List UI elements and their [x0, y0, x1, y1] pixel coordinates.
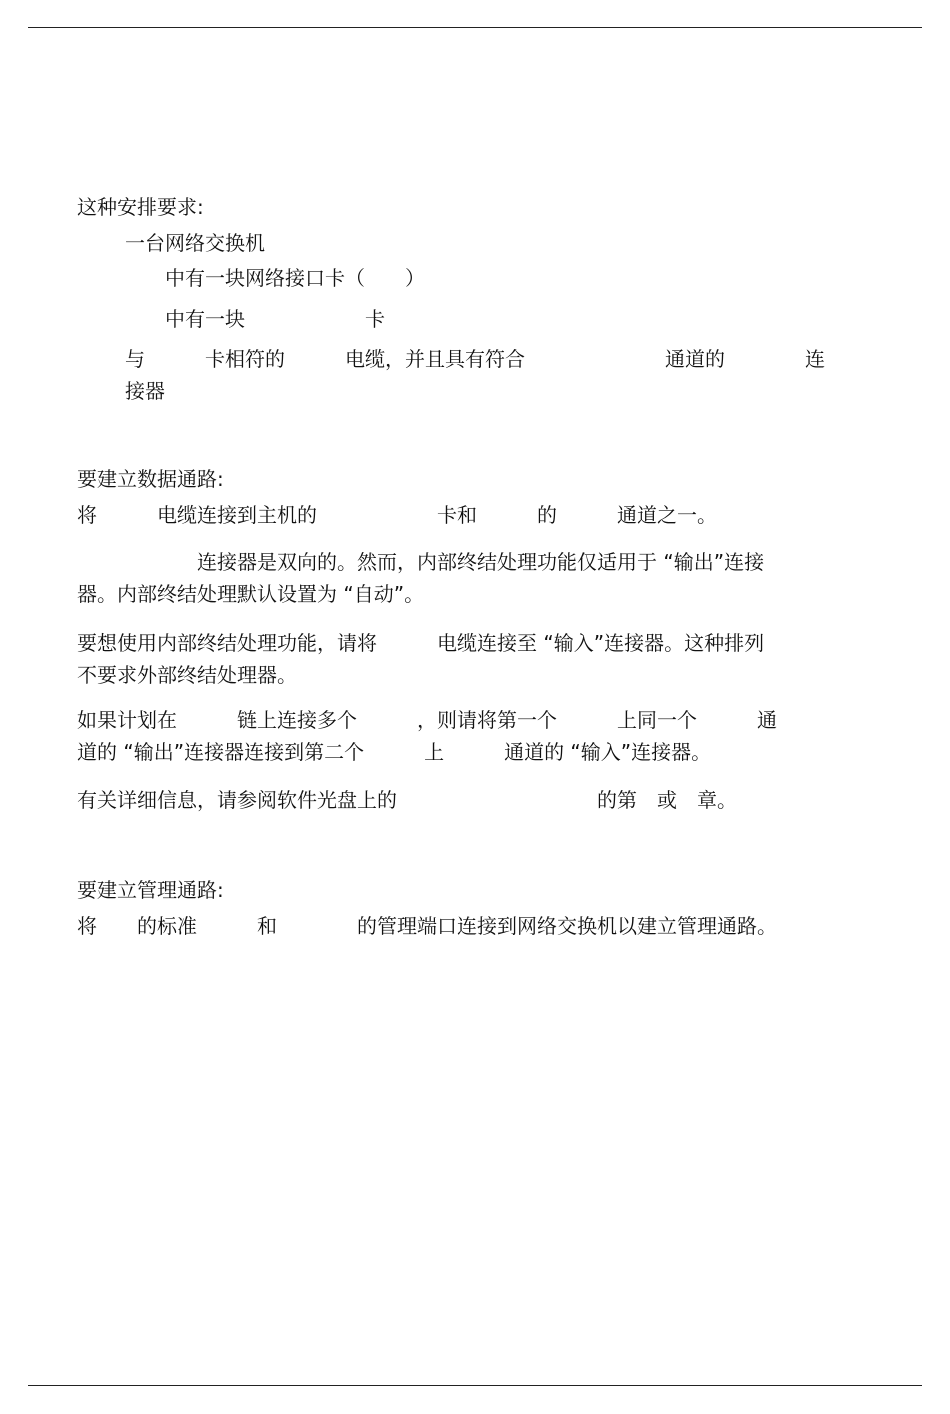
termination-note-line1: 要想使用内部终结处理功能，请将 电缆连接至 “输入”连接器。这种排列 — [77, 631, 765, 655]
connector-note-line2: 器。内部终结处理默认设置为 “自动”。 — [77, 582, 425, 606]
requirement-item-card: 中有一块 卡 — [165, 307, 385, 331]
requirement-item-nic: 中有一块网络接口卡（ ） — [165, 266, 425, 290]
requirement-item-switch: 一台网络交换机 — [125, 231, 265, 255]
header-rule — [28, 27, 922, 28]
connector-note-line1: 连接器是双向的。然而，内部终结处理功能仅适用于 “输出”连接 — [77, 550, 765, 574]
footer-rule — [28, 1385, 922, 1386]
requirement-item-cable-line2: 接器 — [125, 379, 165, 403]
data-path-step: 将 电缆连接到主机的 卡和 的 通道之一。 — [77, 503, 717, 527]
requirement-item-cable-line1: 与 卡相符的 电缆，并且具有符合 通道的 连 — [125, 347, 825, 371]
data-path-heading: 要建立数据通路: — [77, 467, 224, 491]
mgmt-path-step: 将 的标准 和 的管理端口连接到网络交换机以建立管理通路。 — [77, 914, 777, 938]
daisy-chain-note-line1: 如果计划在 链上连接多个 ，则请将第一个 上同一个 通 — [77, 708, 777, 732]
termination-note-line2: 不要求外部终结处理器。 — [77, 663, 297, 687]
intro-heading: 这种安排要求: — [77, 195, 204, 219]
mgmt-path-heading: 要建立管理通路: — [77, 878, 224, 902]
more-info-note: 有关详细信息，请参阅软件光盘上的 的第 或 章。 — [77, 788, 737, 812]
daisy-chain-note-line2: 道的 “输出”连接器连接到第二个 上 通道的 “输入”连接器。 — [77, 740, 712, 764]
